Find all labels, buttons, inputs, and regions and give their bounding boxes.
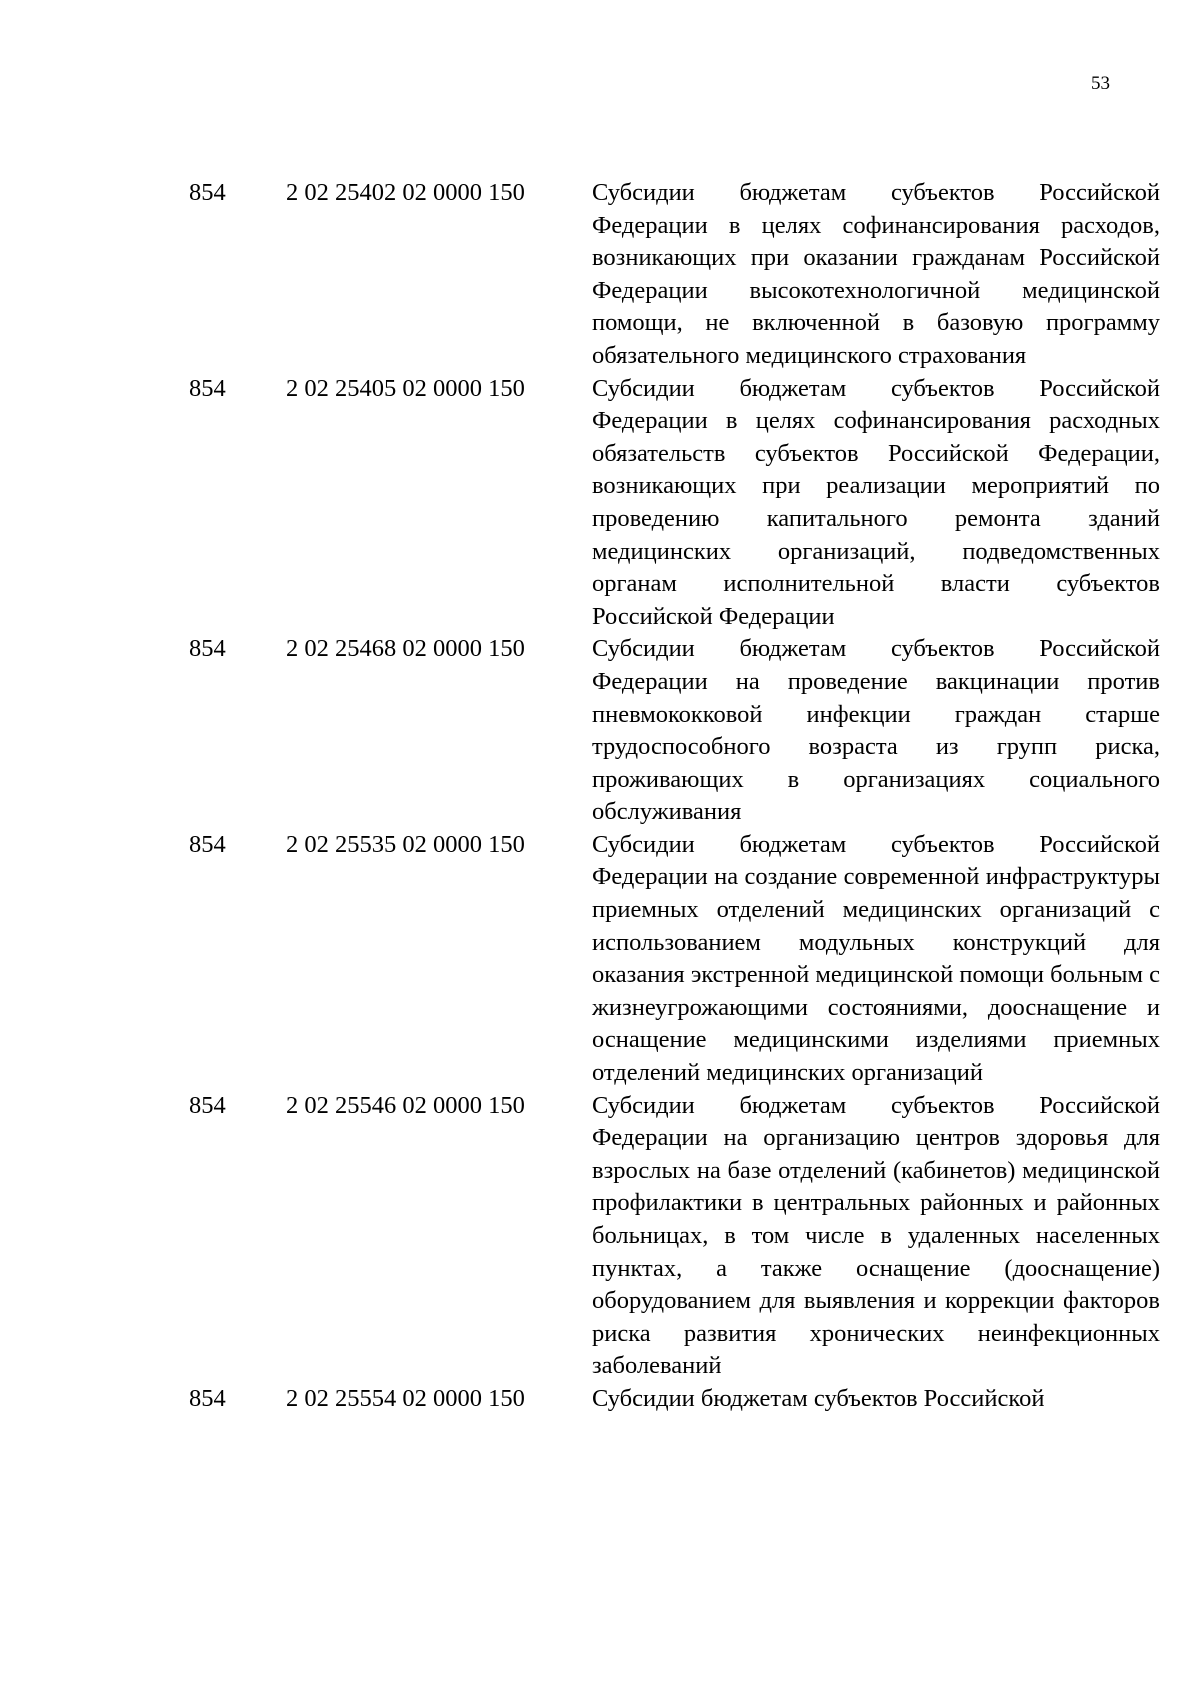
description-cell: Субсидии бюджетам субъектов Российской Федерации на создание современной инфраструктуры приемных отделений медицинских организаций с использованием модульных конструкций для оказания экстренной медицинской помощи больным с жизнеугрожающими состояниями, дооснащение и оснащение медицинскими изделиями приемных отделений медицинских организаций: [592, 830, 1160, 1087]
admin-code-cell: 854: [189, 635, 226, 663]
admin-code-cell: 854: [189, 1091, 226, 1119]
admin-code-cell: 854: [189, 1384, 226, 1412]
table-row: [0, 1090, 1200, 1383]
kbk-code-cell: 2 02 25402 02 0000 150: [286, 179, 525, 206]
admin-code-cell: 854: [189, 830, 226, 858]
kbk-code-cell: 2 02 25405 02 0000 150: [286, 374, 525, 402]
table-row: [0, 829, 1200, 1090]
description-cell: Субсидии бюджетам субъектов Российской Федерации на проведение вакцинации против пневмококковой инфекции граждан старше трудоспособного возраста из групп риска, проживающих в организациях социального обслуживания: [592, 635, 1160, 826]
kbk-code-cell: 2 02 25468 02 0000 150: [286, 635, 525, 663]
page-number: 53: [1091, 73, 1110, 94]
table-row: [0, 633, 1200, 829]
kbk-code-cell: 2 02 25546 02 0000 150: [286, 1091, 525, 1119]
budget-codes-table: [0, 177, 1200, 1416]
table-row: [0, 177, 1200, 373]
kbk-code-cell: 2 02 25554 02 0000 150: [286, 1384, 525, 1412]
description-cell: Субсидии бюджетам субъектов Российской Федерации в целях софинансирования расходных обязательств субъектов Российской Федерации, возникающих при реализации мероприятий по проведению капитального ремонта зданий медицинских организаций, подведомственных органам исполнительной власти субъектов Российской Федерации: [592, 374, 1160, 630]
admin-code-cell: 854: [189, 179, 226, 206]
description-cell: Субсидии бюджетам субъектов Российской Федерации в целях софинансирования расходов, возникающих при оказании гражданам Российской Федерации высокотехнологичной медицинской помощи, не включенной в базовую программу обязательного медицинского страхования: [592, 179, 1160, 369]
table-row: [0, 373, 1200, 634]
table-row: [0, 1383, 1200, 1416]
description-cell: Субсидии бюджетам субъектов Российской Федерации на организацию центров здоровья для взрослых на базе отделений (кабинетов) медицинской профилактики в центральных районных и районных больницах, в том числе в удаленных населенных пунктах, а также оснащение (дооснащение) оборудованием для выявления и коррекции факторов риска развития хронических неинфекционных заболеваний: [592, 1091, 1160, 1380]
admin-code-cell: 854: [189, 374, 226, 402]
kbk-code-cell: 2 02 25535 02 0000 150: [286, 830, 525, 858]
description-cell: Субсидии бюджетам субъектов Российской: [592, 1384, 1045, 1412]
